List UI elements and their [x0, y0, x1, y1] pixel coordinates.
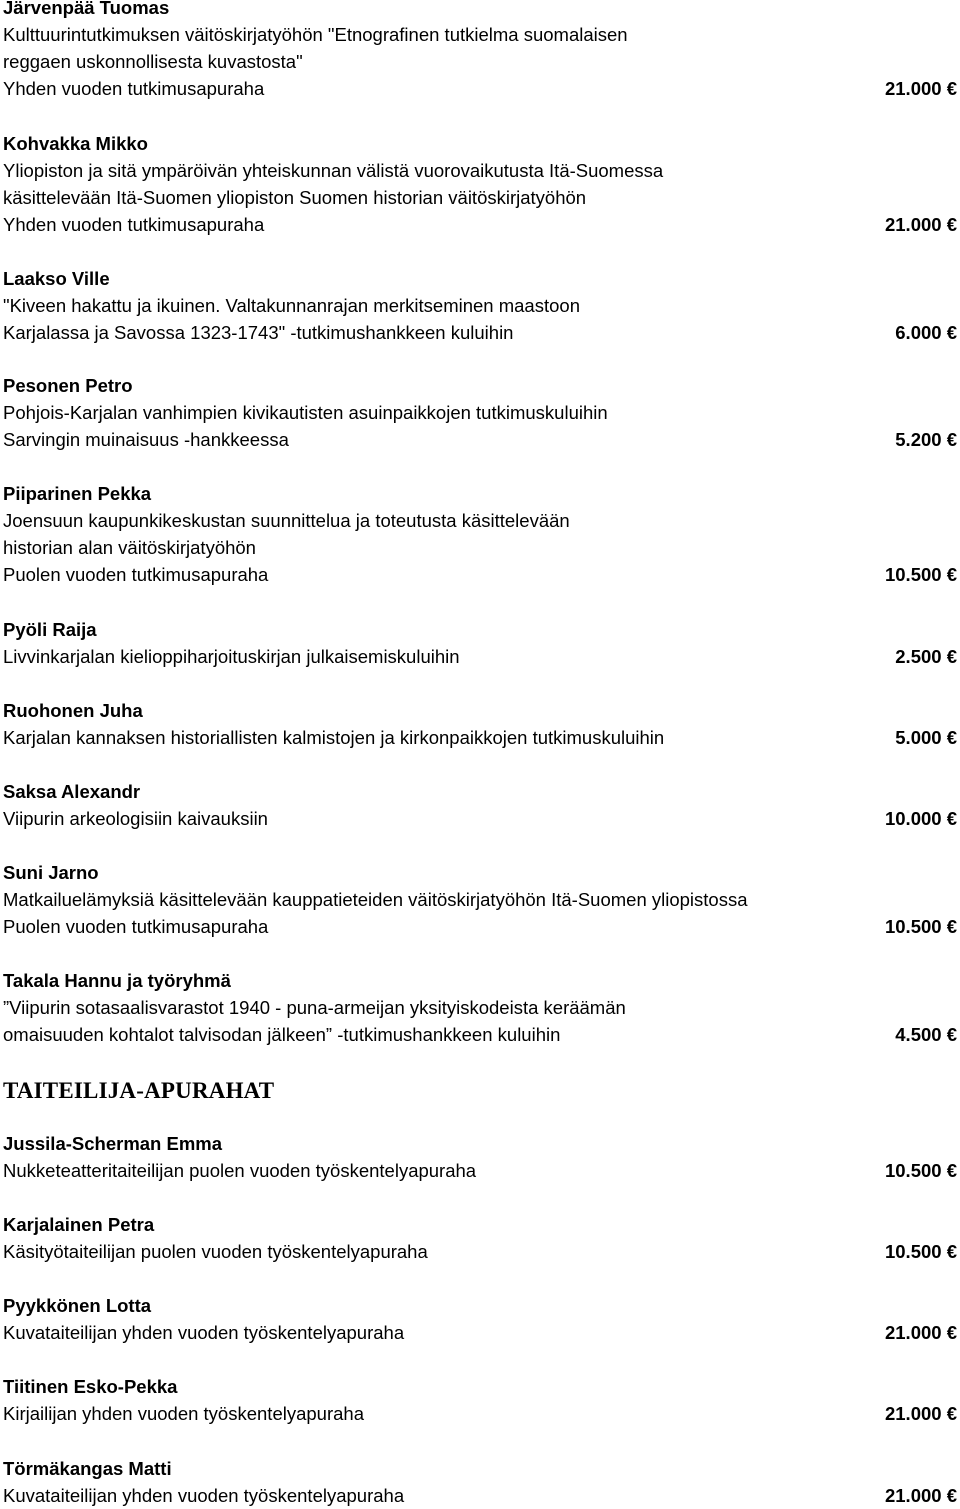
grant-description-text: Yhden vuoden tutkimusapuraha: [3, 214, 265, 236]
grant-description-text: Puolen vuoden tutkimusapuraha: [3, 564, 269, 586]
grant-description-text: historian alan väitöskirjatyöhön: [3, 537, 256, 559]
grant-description-line: [3, 1157, 960, 1184]
grant-description-line: [3, 1021, 960, 1048]
grant-description-text: Sarvingin muinaisuus -hankkeessa: [3, 429, 289, 451]
grant-description-line: [3, 211, 960, 238]
grant-amount: 21.000 €: [884, 78, 957, 100]
grant-description-text: Puolen vuoden tutkimusapuraha: [3, 916, 269, 938]
grant-description-text: Joensuun kaupunkikeskustan suunnittelua ja toteutusta käsittelevään: [3, 510, 570, 532]
grant-description-line: [3, 643, 960, 670]
grant-amount: 10.500 €: [884, 1160, 957, 1182]
grant-amount: 21.000 €: [884, 214, 957, 236]
grant-amount: 5.000 €: [895, 727, 957, 749]
grant-description-text: Viipurin arkeologisiin kaivauksiin: [3, 808, 268, 830]
grant-description-text: Livvinkarjalan kielioppiharjoituskirjan julkaisemiskuluihin: [3, 646, 460, 668]
grant-entry: [3, 616, 960, 670]
grant-description-line: [3, 534, 960, 561]
grant-description-line: [3, 1238, 960, 1265]
grant-amount: 5.200 €: [895, 429, 957, 451]
grant-recipient-name: Laakso Ville: [3, 268, 110, 289]
grant-amount: 21.000 €: [884, 1403, 957, 1425]
grant-recipient-name: Pyöli Raija: [3, 619, 97, 640]
grant-amount: 10.000 €: [884, 808, 957, 830]
grant-description-line: [3, 399, 960, 426]
grant-description-text: Yliopiston ja sitä ympäröivän yhteiskunnan välistä vuorovaikutusta Itä-Suomessa: [3, 160, 664, 182]
grant-amount: 10.500 €: [884, 916, 957, 938]
grant-description-line: [3, 157, 960, 184]
grant-recipient-name: Ruohonen Juha: [3, 700, 143, 721]
grant-recipient-name: Piiparinen Pekka: [3, 483, 152, 504]
grant-description-text: Matkailuelämyksiä käsittelevään kauppatieteiden väitöskirjatyöhön Itä-Suomen yliopistossa: [3, 889, 748, 911]
grant-entry: [3, 1292, 960, 1346]
grant-description-text: ”Viipurin sotasaalisvarastot 1940 - puna-armeijan yksityiskodeista keräämän: [3, 997, 626, 1019]
grant-recipient-name: Pesonen Petro: [3, 375, 133, 396]
grant-recipient-name: Saksa Alexandr: [3, 781, 141, 802]
grant-description-line: [3, 21, 960, 48]
grant-description-text: reggaen uskonnollisesta kuvastosta": [3, 51, 303, 73]
grant-description-line: [3, 507, 960, 534]
grant-description-text: Käsityötaiteilijan puolen vuoden työskentelyapuraha: [3, 1241, 428, 1263]
grant-entry: [3, 130, 960, 238]
grant-entry: [3, 967, 960, 1048]
grant-description-line: [3, 1400, 960, 1427]
grant-description-line: [3, 561, 960, 588]
grant-entry: [3, 1130, 960, 1184]
grant-description-text: Kuvataiteilijan yhden vuoden työskentelyapuraha: [3, 1322, 405, 1344]
grant-entry: [3, 1211, 960, 1265]
grant-description-line: [3, 184, 960, 211]
grant-entry: [3, 265, 960, 346]
grant-description-text: omaisuuden kohtalot talvisodan jälkeen” -tutkimushankkeen kuluihin: [3, 1024, 561, 1046]
grant-description-line: [3, 75, 960, 102]
grant-amount: 10.500 €: [884, 564, 957, 586]
grant-entry: [3, 480, 960, 588]
grant-recipient-name: Törmäkangas Matti: [3, 1458, 172, 1479]
grant-description-line: [3, 994, 960, 1021]
grant-amount: 6.000 €: [895, 322, 957, 344]
grant-description-line: [3, 724, 960, 751]
grant-description-line: [3, 426, 960, 453]
grant-recipient-name: Järvenpää Tuomas: [3, 0, 170, 18]
grant-description-line: [3, 886, 960, 913]
grant-recipient-name: Pyykkönen Lotta: [3, 1295, 152, 1316]
grant-description-text: Pohjois-Karjalan vanhimpien kivikautisten asuinpaikkojen tutkimuskuluihin: [3, 402, 608, 424]
grant-recipient-name: Suni Jarno: [3, 862, 99, 883]
grant-description-text: Kirjailijan yhden vuoden työskentelyapuraha: [3, 1403, 364, 1425]
grant-recipient-name: Tiitinen Esko-Pekka: [3, 1376, 178, 1397]
grant-description-text: Kulttuurintutkimuksen väitöskirjatyöhön "Etnografinen tutkielma suomalaisen: [3, 24, 628, 46]
grant-amount: 2.500 €: [895, 646, 957, 668]
grant-amount: 4.500 €: [895, 1024, 957, 1046]
grant-description-line: [3, 1482, 960, 1509]
grant-description-text: Nukketeatteritaiteilijan puolen vuoden työskentelyapuraha: [3, 1160, 477, 1182]
grant-description-line: [3, 805, 960, 832]
grant-description-line: [3, 1319, 960, 1346]
grant-description-line: [3, 292, 960, 319]
grant-entry: [3, 0, 960, 102]
grant-description-text: käsittelevään Itä-Suomen yliopiston Suomen historian väitöskirjatyöhön: [3, 187, 587, 209]
grant-amount: 10.500 €: [884, 1241, 957, 1263]
grant-recipient-name: Karjalainen Petra: [3, 1214, 155, 1235]
grant-description-text: Karjalassa ja Savossa 1323-1743" -tutkimushankkeen kuluihin: [3, 322, 514, 344]
grant-recipient-name: Kohvakka Mikko: [3, 133, 148, 154]
grant-recipient-name: Takala Hannu ja työryhmä: [3, 970, 231, 991]
grant-description-text: "Kiveen hakattu ja ikuinen. Valtakunnanrajan merkitseminen maastoon: [3, 295, 580, 317]
grant-entry: [3, 778, 960, 832]
grant-description-text: Karjalan kannaksen historiallisten kalmistojen ja kirkonpaikkojen tutkimuskuluihin: [3, 727, 665, 749]
grant-entry: [3, 372, 960, 453]
grant-amount: 21.000 €: [884, 1485, 957, 1507]
grant-entry: [3, 859, 960, 940]
grant-entry: [3, 697, 960, 751]
grant-description-line: [3, 913, 960, 940]
grant-recipient-name: Jussila-Scherman Emma: [3, 1133, 223, 1154]
section-heading: TAITEILIJA-APURAHAT: [3, 1078, 275, 1103]
grant-entry: [3, 1373, 960, 1427]
grant-description-text: Yhden vuoden tutkimusapuraha: [3, 78, 265, 100]
grant-description-text: Kuvataiteilijan yhden vuoden työskentelyapuraha: [3, 1485, 405, 1507]
grant-entry: [3, 1455, 960, 1509]
grant-amount: 21.000 €: [884, 1322, 957, 1344]
grant-description-line: [3, 319, 960, 346]
grant-description-line: [3, 48, 960, 75]
